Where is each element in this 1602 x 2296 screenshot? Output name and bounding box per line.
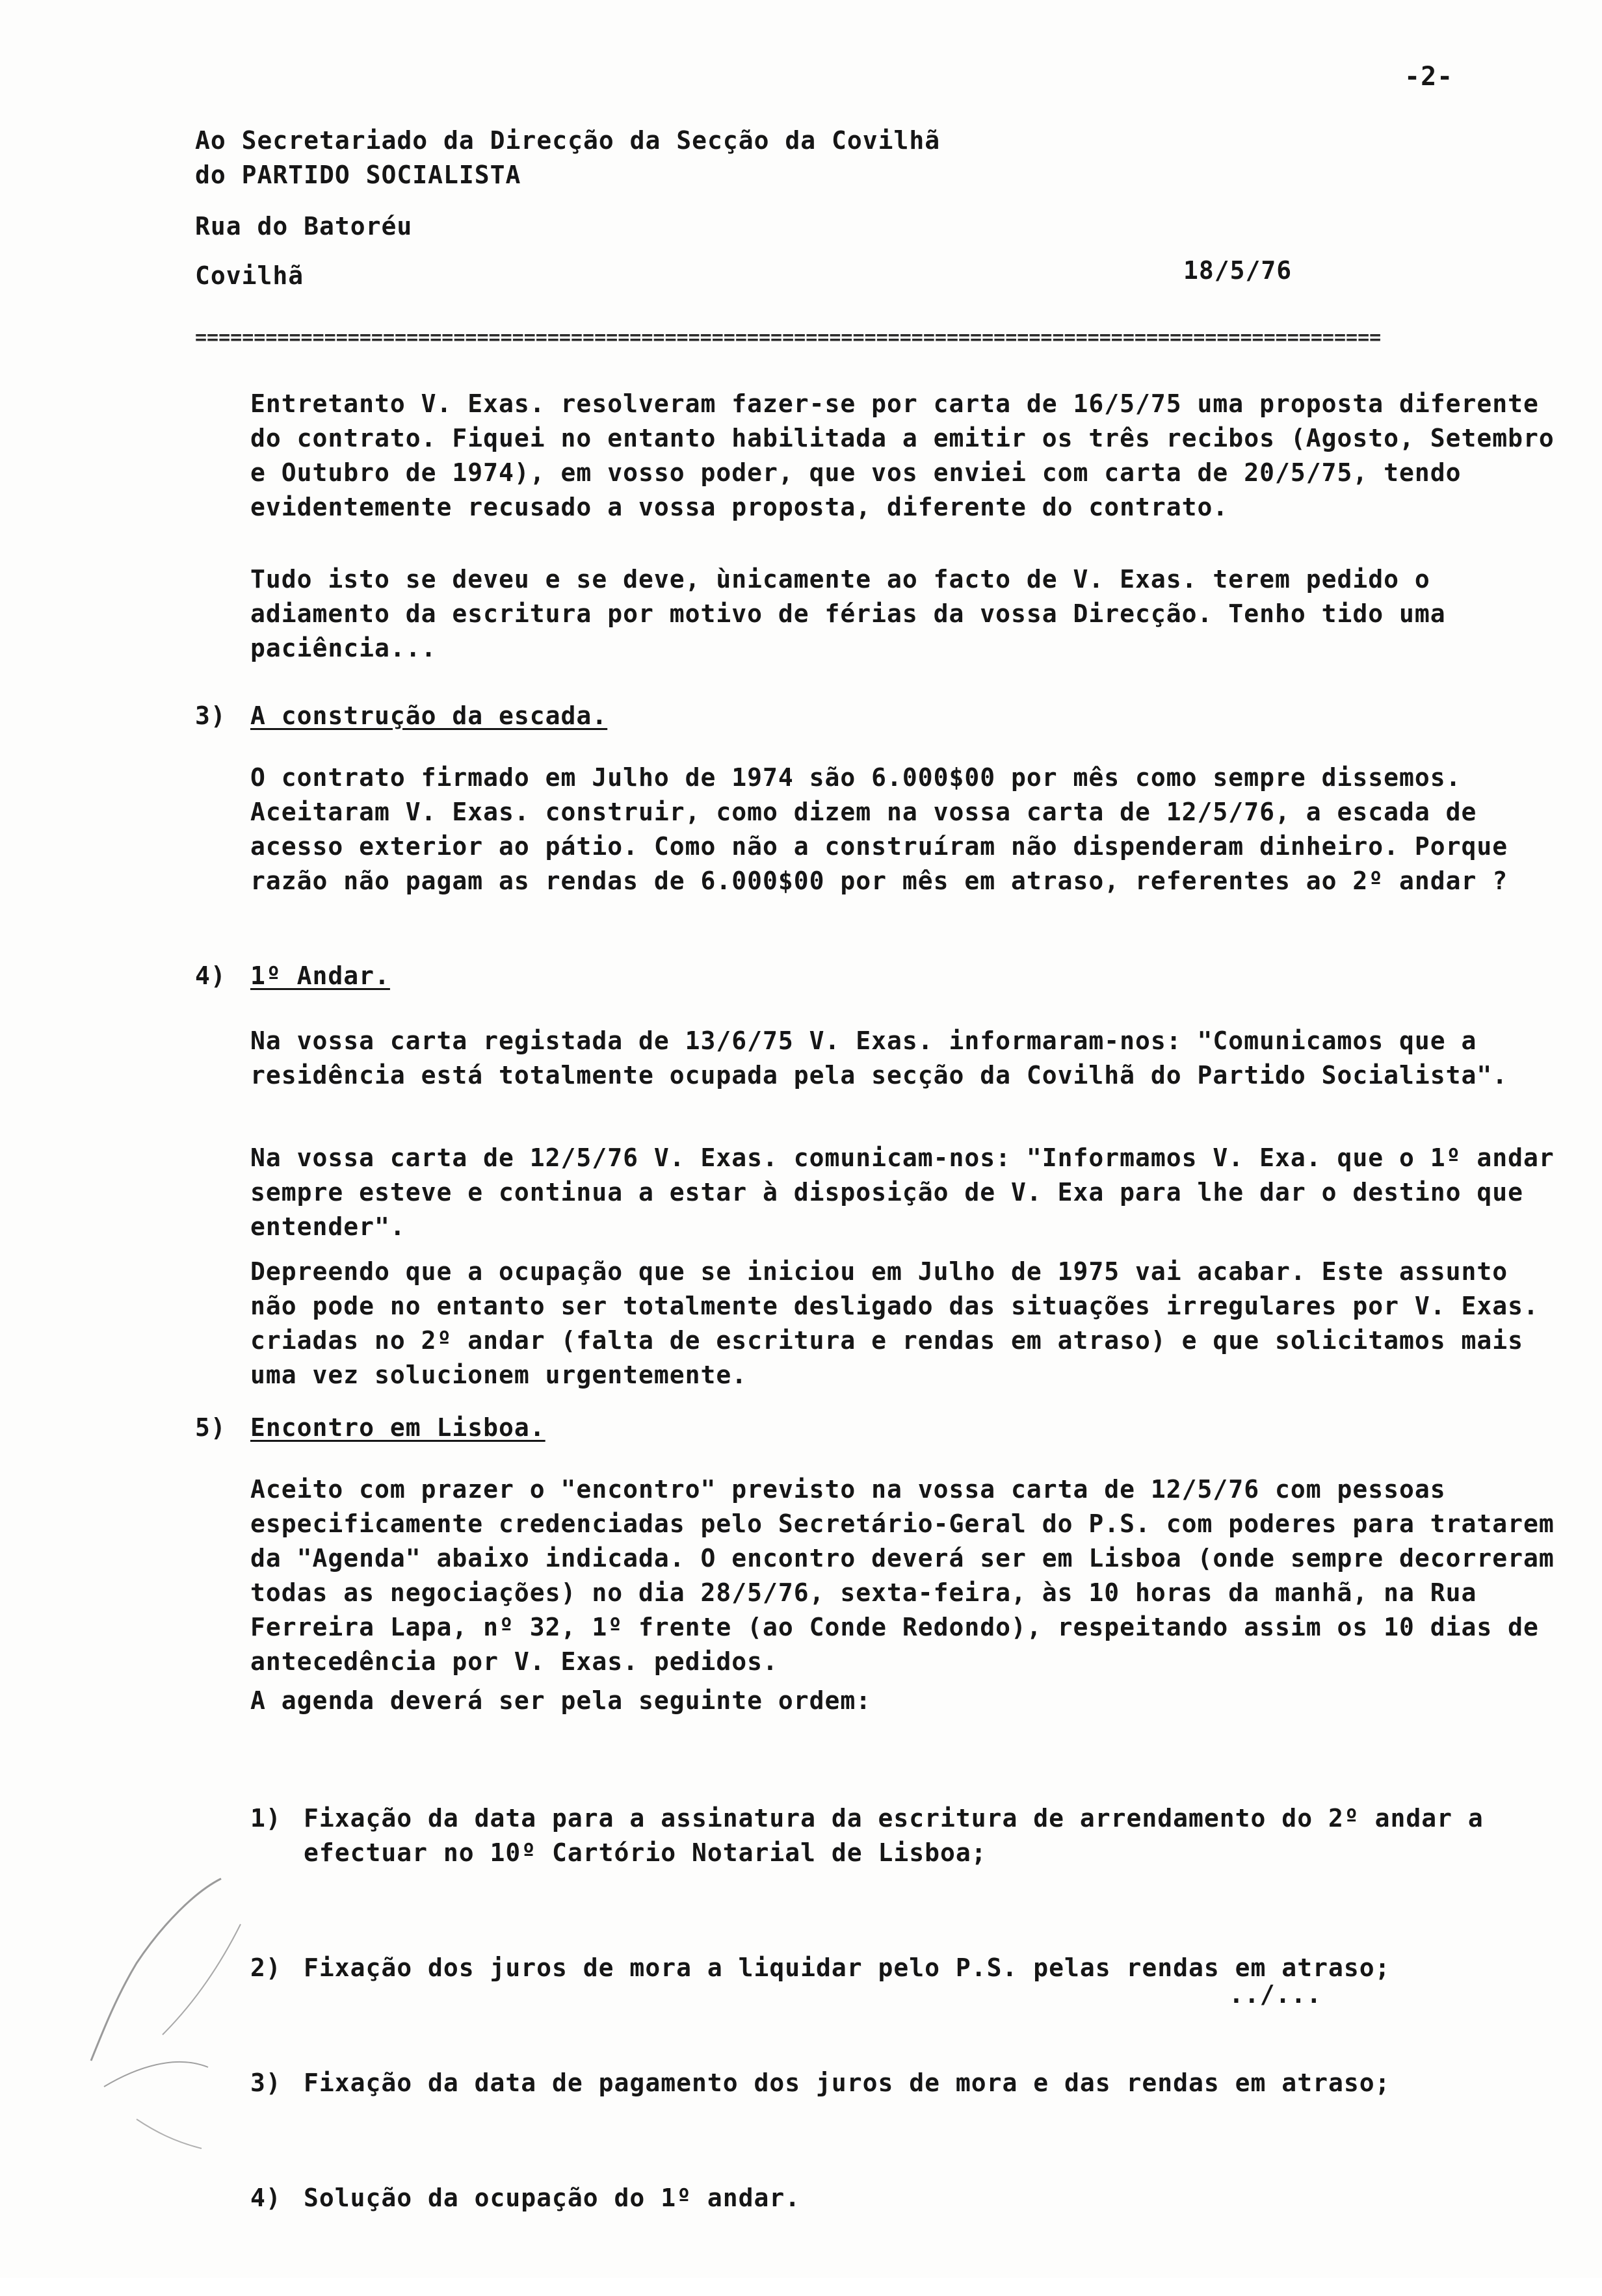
recipient-city: Covilhã bbox=[195, 261, 304, 290]
agenda-item bbox=[250, 1801, 1564, 1870]
pencil-margin-scribble bbox=[65, 1872, 299, 2158]
page-number: -2- bbox=[1404, 62, 1454, 92]
agenda-item bbox=[250, 2181, 1564, 2215]
section-title: 1º Andar. bbox=[250, 961, 390, 990]
section-4-paragraph-1: Na vossa carta registada de 13/6/75 V. Exas. informaram-nos: "Comunicamos que a residência está totalmente ocupada pela secção da Covilhã do Partido Socialista". bbox=[250, 1026, 1508, 1089]
agenda-item bbox=[250, 1951, 1564, 1985]
agenda-item-number: 1) bbox=[250, 1804, 282, 1833]
agenda-item bbox=[250, 2066, 1564, 2100]
agenda-item-text: Fixação dos juros de mora a liquidar pelo P.S. pelas rendas em atraso; bbox=[304, 1953, 1391, 1982]
section-number: 4) bbox=[195, 961, 226, 990]
recipient-street: Rua do Batoréu bbox=[195, 212, 413, 241]
section-4-heading bbox=[195, 959, 390, 993]
agenda-item-text: Fixação da data de pagamento dos juros de mora e das rendas em atraso; bbox=[304, 2068, 1391, 2097]
section-4-paragraph-3: Depreendo que a ocupação que se iniciou em Julho de 1975 vai acabar. Este assunto não pode no entanto ser totalmente desligado das situações irregulares por V. Exas. criadas no 2º andar (falta de escritura e rendas em atraso) e que solicitamos mais uma vez solucionem urgentemente. bbox=[250, 1257, 1555, 1389]
section-5-heading bbox=[195, 1411, 545, 1445]
section-4-paragraph-2: Na vossa carta de 12/5/76 V. Exas. comunicam-nos: "Informamos V. Exa. que o 1º andar sempre esteve e continua a estar à disposição de V. Exa para lhe dar o destino que entender". bbox=[250, 1143, 1570, 1241]
agenda-item-text: Solução da ocupação do 1º andar. bbox=[304, 2184, 801, 2212]
intro-paragraph-1: Entretanto V. Exas. resolveram fazer-se por carta de 16/5/75 uma proposta diferente do contrato. Fiquei no entanto habilitada a emitir os três recibos (Agosto, Setembro e Outubro de 1974), em vosso poder, que vos enviei com carta de 20/5/75, tendo evidentemente recusado a vossa proposta, diferente do contrato. bbox=[250, 389, 1570, 521]
recipient-line-1: Ao Secretariado da Direcção da Secção da Covilhã bbox=[195, 126, 941, 155]
agenda-item-number: 3) bbox=[250, 2068, 282, 2097]
section-3-paragraph: O contrato firmado em Julho de 1974 são 6.000$00 por mês como sempre dissemos. Aceitaram V. Exas. construir, como dizem na vossa carta de 12/5/76, a escada de acesso exterior ao pátio. Como não a construíram não dispenderam dinheiro. Porque razão não pagam as rendas de 6.000$00 por mês em atraso, referentes ao 2º andar ? bbox=[250, 763, 1524, 895]
section-5-paragraph-1: Aceito com prazer o "encontro" previsto na vossa carta de 12/5/76 com pessoas especificamente credenciadas pelo Secretário-Geral do P.S. com poderes para tratarem da "Agenda" abaixo indicada. O encontro deverá ser em Lisboa (onde sempre decorreram todas as negociações) no dia 28/5/76, sexta-feira, às 10 horas da manhã, na Rua Ferreira Lapa, nº 32, 1º frente (ao Conde Redondo), respeitando assim os 10 dias de antecedência por V. Exas. pedidos. bbox=[250, 1475, 1570, 1676]
agenda-item-text: Fixação da data para a assinatura da escritura de arrendamento do 2º andar a efectuar no 10º Cartório Notarial de Lisboa; bbox=[304, 1804, 1499, 1867]
section-5-paragraph-2: A agenda deverá ser pela seguinte ordem: bbox=[250, 1686, 872, 1715]
section-title: Encontro em Lisboa. bbox=[250, 1413, 545, 1442]
continuation-mark: ../... bbox=[1229, 1980, 1322, 2009]
intro-paragraph-2: Tudo isto se deveu e se deve, ùnicamente ao facto de V. Exas. terem pedido o adiamento da escritura por motivo de férias da vossa Direcção. Tenho tido uma paciência... bbox=[250, 565, 1462, 662]
section-title: A construção da escada. bbox=[250, 701, 608, 730]
agenda-list bbox=[250, 1732, 1564, 2296]
separator-line: ===================================================================================================== bbox=[195, 326, 1382, 349]
agenda-item-number: 2) bbox=[250, 1953, 282, 1982]
section-number: 5) bbox=[195, 1413, 226, 1442]
agenda-item-number: 4) bbox=[250, 2184, 282, 2212]
section-3-heading bbox=[195, 699, 607, 733]
recipient-line-2: do PARTIDO SOCIALISTA bbox=[195, 161, 521, 189]
section-number: 3) bbox=[195, 701, 226, 730]
letter-date: 18/5/76 bbox=[1183, 256, 1293, 285]
